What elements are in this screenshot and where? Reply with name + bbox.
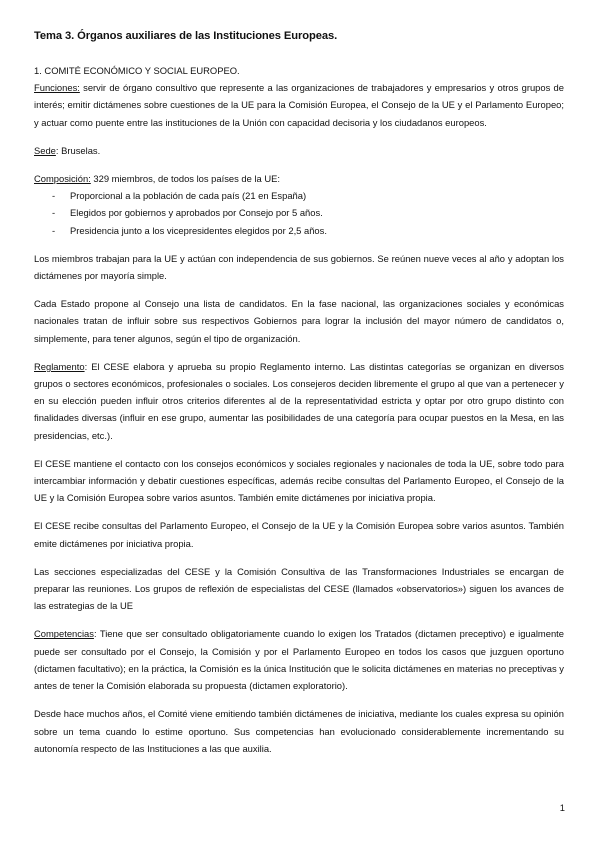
- document-title: Tema 3. Órganos auxiliares de las Instituciones Europeas.: [34, 30, 338, 42]
- sede-label: Sede: [34, 144, 56, 156]
- page-number: 1: [559, 802, 565, 813]
- iniciativa-paragraph: Desde hace muchos años, el Comité viene emitiendo también dictámenes de iniciativa, mediante los cuales expresa su opinión sobre un tema cuando lo estime oportuno. Sus competencias han evolucionado considerablemente incrementando su autonomía respecto de las Instituciones a las que auxilia.: [34, 708, 564, 754]
- funciones-text: servir de órgano consultivo que represente a las organizaciones de trabajadores y empresarios y otros grupos de interés; emitir dictámenes sobre cuestiones de la UE para la Comisión Europea, el Consejo de la UE y el Parlamento Europeo; y actuar como puente entre las instituciones de la Unión con capacidad decisoria y los ciudadanos europeos.: [34, 82, 564, 128]
- miembros-paragraph: Los miembros trabajan para la UE y actúan con independencia de sus gobiernos. Se reúnen nueve veces al año y adoptan los dictámenes por mayoría simple.: [34, 252, 564, 282]
- funciones-paragraph: [34, 79, 564, 131]
- list-item: - Proporcional a la población de cada país (21 en España): [52, 190, 307, 202]
- reglamento-text: : El CESE elabora y aprueba su propio Reglamento interno. Las distintas categorías se organizan en diversos grupos o sectores económicos, profesionales o sociales. Los consejeros deciden libremente el grupo al que van a pertenecer y en su elección pueden influir otros criterios diferentes al de la representatividad estricta y optar por otro grupo distinto con finalidades diversas (influir en ese grupo, aumentar las posibilidades de una categoría para ocupar puestos en la Mesa, en las presidencias, etc.).: [34, 360, 564, 441]
- list-item: - Elegidos por gobiernos y aprobados por Consejo por 5 años.: [52, 207, 323, 219]
- reglamento-label: Reglamento: [34, 360, 85, 372]
- competencias-paragraph: [34, 625, 564, 694]
- funciones-label: Funciones:: [34, 82, 80, 94]
- list-item: - Presidencia junto a los vicepresidentes elegidos por 2,5 años.: [52, 224, 327, 236]
- composicion-list: [34, 187, 564, 239]
- composicion-text: 329 miembros, de todos los países de la UE:: [90, 173, 280, 185]
- contacto-paragraph: El CESE mantiene el contacto con los consejos económicos y sociales regionales y nacionales de toda la UE, sobre todo para intercambiar información y debatir cuestiones específicas, además recibe consultas del Parlamento Europeo, el Consejo de la UE y la Comisión Europea sobre varios asuntos. También emite dictámenes por iniciativa propia.: [34, 457, 564, 504]
- competencias-text: : Tiene que ser consultado obligatoriamente cuando lo exigen los Tratados (dictamen preceptivo) e igualmente puede ser consultado por el Consejo, la Comisión y por el Parlamento Europeo en todos los casos que juzguen oportuno (dictamen facultativo); en la práctica, la Comisión es la única Institución que le solicita dictámenes en materias no preceptivas y antes de tener la Comisión elaborada su propuesta (dictamen exploratorio).: [34, 628, 564, 692]
- reglamento-paragraph: [34, 358, 564, 444]
- composicion-paragraph: [34, 170, 564, 187]
- section-heading: 1. COMITÉ ECONÓMICO Y SOCIAL EUROPEO.: [34, 65, 240, 76]
- sede-text: : Bruselas.: [55, 144, 101, 156]
- sede-paragraph: [34, 142, 564, 159]
- document-page: [34, 30, 564, 768]
- secciones-paragraph: Las secciones especializadas del CESE y la Comisión Consultiva de las Transformaciones Industriales se encargan de preparar las reuniones. Los grupos de reflexión de especialistas del CESE (llamados «observatorios») siguen los avances de las estrategias de la UE: [34, 565, 564, 612]
- composicion-label: Composición:: [34, 173, 91, 185]
- estado-paragraph: Cada Estado propone al Consejo una lista de candidatos. En la fase nacional, las organizaciones sociales y económicas nacionales tratan de influir sobre sus respectivos Gobiernos para lograr la inclusión del mayor número de candidatos o, simplemente, para tener algunos, según el tipo de organización.: [34, 298, 564, 344]
- competencias-label: Competencias: [34, 628, 94, 640]
- consultas-paragraph: El CESE recibe consultas del Parlamento Europeo, el Consejo de la UE y la Comisión Europea sobre varios asuntos. También emite dictámenes por iniciativa propia.: [34, 520, 564, 549]
